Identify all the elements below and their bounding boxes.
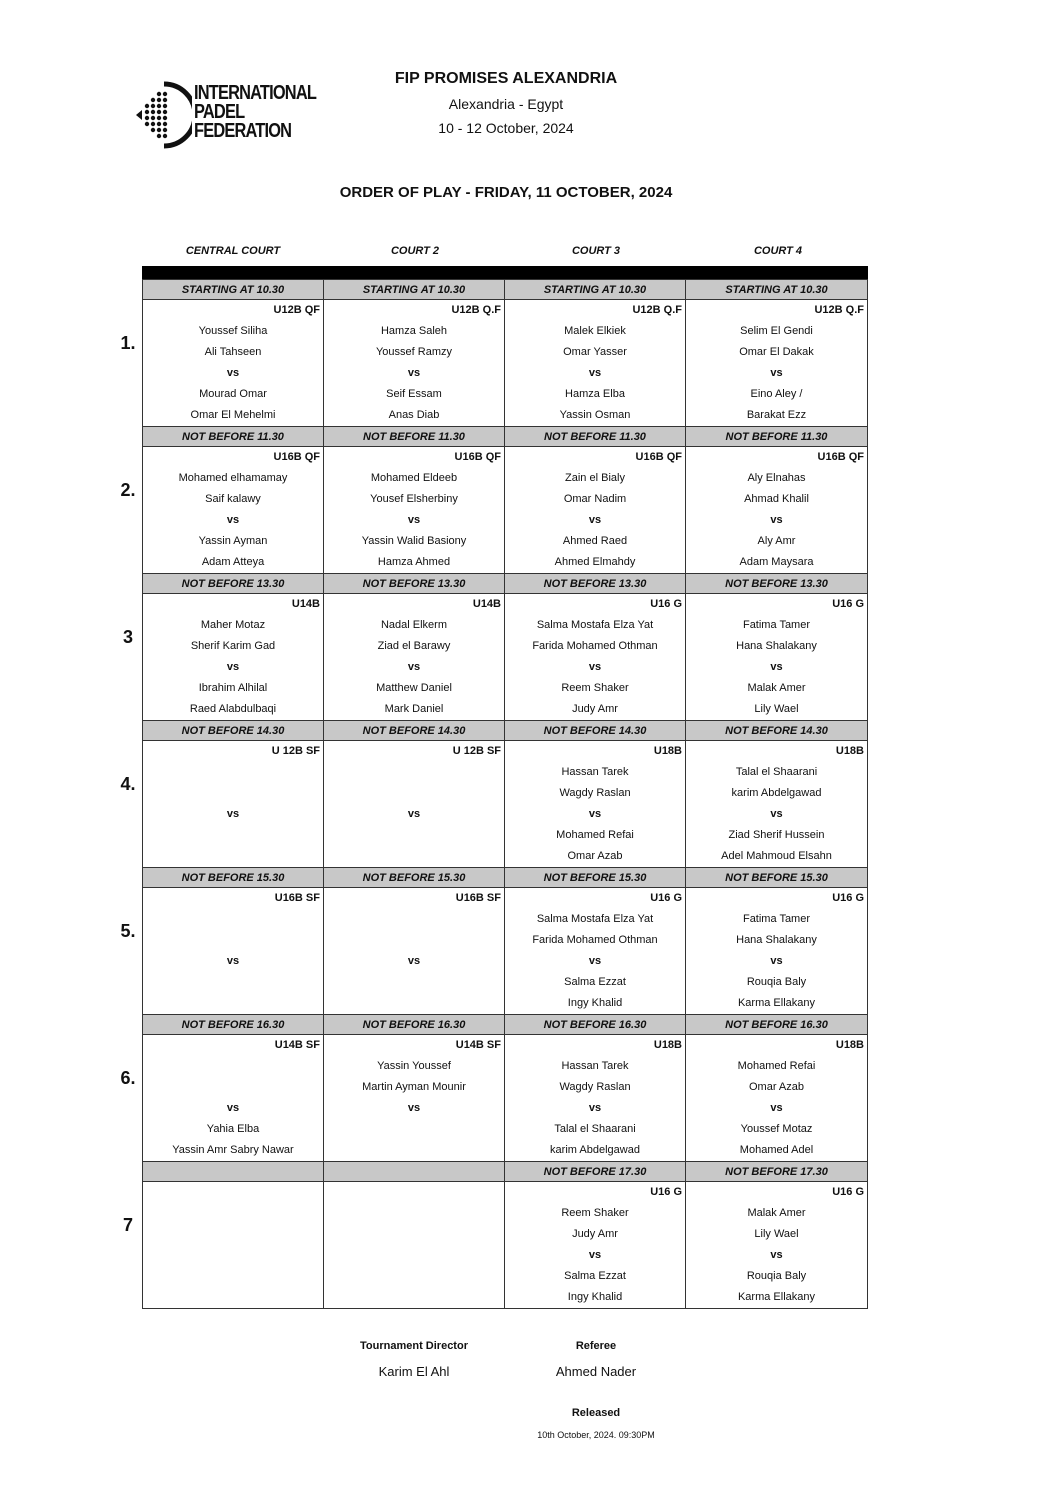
- player-name: Maher Motaz: [200, 619, 266, 631]
- start-time-court-3: NOT BEFORE 14.30: [505, 721, 686, 740]
- player-name: Sherif Karim Gad: [190, 640, 276, 652]
- player-name: Ahmad Khalil: [744, 493, 809, 505]
- round-number: 6.: [120, 1068, 136, 1088]
- player-name: [143, 846, 323, 867]
- match-category: U16 G: [832, 598, 864, 610]
- player-name: Hamza Ahmed: [377, 556, 451, 568]
- match-category: U18B: [835, 745, 864, 757]
- match-category: [324, 1182, 504, 1203]
- player-name: Judy Amr: [572, 703, 618, 715]
- player-name: Ingy Khalid: [567, 1291, 623, 1303]
- player-name: Hassan Tarek: [561, 1060, 629, 1072]
- player-name: Zain el Bialy: [565, 472, 625, 484]
- matches-row: [142, 888, 868, 1014]
- round-number: 2.: [120, 480, 136, 500]
- match-category: U12B Q.F: [451, 304, 501, 316]
- vs-label: [324, 1245, 504, 1266]
- player-name: Adel Mahmoud Elsahn: [721, 850, 832, 862]
- matches-row: [142, 1182, 868, 1308]
- player-name: [143, 1077, 323, 1098]
- match-cell-court-2: [324, 1182, 505, 1308]
- schedule-grid: [120, 279, 868, 1309]
- start-time-court-3: NOT BEFORE 17.30: [505, 1162, 686, 1181]
- match-category: U14B: [291, 598, 320, 610]
- start-time-court-3: NOT BEFORE 15.30: [505, 868, 686, 887]
- player-name: Seif Essam: [386, 388, 442, 400]
- start-time-court-2: STARTING AT 10.30: [324, 280, 505, 299]
- match-category: U12B Q.F: [814, 304, 864, 316]
- vs-label: vs: [770, 367, 783, 379]
- player-name: Yassin Walid Basiony: [361, 535, 467, 547]
- start-time-court-4: NOT BEFORE 17.30: [725, 1166, 828, 1178]
- tournament-dates: 10 - 12 October, 2024: [438, 120, 574, 136]
- match-cell-court-4: [686, 741, 867, 867]
- referee-name: Ahmed Nader: [555, 1364, 637, 1379]
- player-name: Ibrahim Alhilal: [198, 682, 268, 694]
- vs-label: vs: [407, 514, 421, 526]
- start-time-row: [142, 573, 868, 594]
- player-name: Mohamed Refai: [737, 1060, 816, 1072]
- match-category: U16B QF: [817, 451, 864, 463]
- player-name: Yassin Ayman: [198, 535, 268, 547]
- director-label: Tournament Director: [360, 1340, 468, 1352]
- player-name: Youssef Siliha: [198, 325, 268, 337]
- match-cell-court-3: [505, 594, 686, 720]
- vs-label: vs: [226, 1102, 240, 1114]
- match-category: U16B QF: [454, 451, 501, 463]
- matches-row: [142, 1035, 868, 1161]
- round-block: [120, 426, 868, 573]
- match-cell-court-4: [686, 1035, 867, 1161]
- player-name: Yassin Osman: [559, 409, 631, 421]
- start-time-court-4: NOT BEFORE 14.30: [725, 725, 828, 737]
- match-cell-court-3: [505, 447, 686, 573]
- player-name: Rouqia Baly: [746, 976, 807, 988]
- player-name: Ahmed Elmahdy: [554, 556, 636, 568]
- player-name: [143, 993, 323, 1014]
- start-time-row: [142, 720, 868, 741]
- player-name: Wagdy Raslan: [559, 1081, 631, 1093]
- player-name: Fatima Tamer: [742, 913, 811, 925]
- start-time-court-2: NOT BEFORE 16.30: [324, 1015, 505, 1034]
- player-name: karim Abdelgawad: [731, 787, 822, 799]
- fip-logo: [134, 80, 317, 150]
- player-name: [324, 1140, 504, 1161]
- player-name: Ali Tahseen: [204, 346, 262, 358]
- start-time-row: [142, 279, 868, 300]
- start-time-central: NOT BEFORE 15.30: [143, 868, 324, 887]
- start-time-court-2: [324, 1162, 505, 1181]
- match-category: U18B: [653, 745, 682, 757]
- start-time-central: [143, 1162, 324, 1181]
- court-header-court-3: COURT 3: [571, 245, 621, 257]
- start-time-central: NOT BEFORE 11.30: [143, 427, 324, 446]
- round-block: [120, 1014, 868, 1161]
- start-time-row: [142, 1161, 868, 1182]
- vs-label: [143, 1245, 323, 1266]
- match-category: [143, 1182, 323, 1203]
- matches-row: [142, 300, 868, 426]
- vs-label: vs: [226, 367, 240, 379]
- match-cell-court-3: [505, 1035, 686, 1161]
- player-name: Fatima Tamer: [742, 619, 811, 631]
- player-name: [324, 1287, 504, 1308]
- player-name: Yousef Elsherbiny: [370, 493, 458, 505]
- start-time-central: NOT BEFORE 16.30: [143, 1015, 324, 1034]
- vs-label: vs: [226, 808, 240, 820]
- player-name: Omar Azab: [567, 850, 623, 862]
- player-name: [324, 1119, 504, 1140]
- match-cell-court-3: [505, 888, 686, 1014]
- player-name: Matthew Daniel: [376, 682, 452, 694]
- vs-label: vs: [407, 1102, 421, 1114]
- vs-label: vs: [588, 514, 602, 526]
- match-cell-court-4: [686, 594, 867, 720]
- matches-row: [142, 741, 868, 867]
- match-category: U18B: [835, 1039, 864, 1051]
- player-name: Farida Mohamed Othman: [532, 934, 658, 946]
- player-name: Aly Amr: [757, 535, 796, 547]
- match-cell-court-4: [686, 1182, 867, 1308]
- player-name: Eino Aley /: [750, 388, 803, 400]
- player-name: Farida Mohamed Othman: [532, 640, 658, 652]
- player-name: [324, 783, 504, 804]
- vs-label: vs: [770, 955, 783, 967]
- player-name: [324, 762, 504, 783]
- player-name: Reem Shaker: [561, 682, 629, 694]
- start-time-central: STARTING AT 10.30: [143, 280, 324, 299]
- logo-line-2: PADEL: [194, 101, 245, 123]
- vs-label: vs: [226, 955, 240, 967]
- vs-label: vs: [770, 514, 783, 526]
- start-time-court-2: NOT BEFORE 15.30: [324, 868, 505, 887]
- player-name: Yassin Youssef: [377, 1060, 451, 1072]
- player-name: [143, 930, 323, 951]
- player-name: Hamza Saleh: [380, 325, 448, 337]
- court-header-court-4: COURT 4: [753, 245, 803, 257]
- player-name: Malak Amer: [747, 1207, 806, 1219]
- player-name: [143, 762, 323, 783]
- start-time-court-2: NOT BEFORE 11.30: [324, 427, 505, 446]
- vs-label: vs: [770, 1249, 783, 1261]
- match-category: U16 G: [650, 892, 682, 904]
- player-name: [143, 909, 323, 930]
- start-time-court-4: STARTING AT 10.30: [725, 284, 828, 296]
- vs-label: vs: [770, 1102, 783, 1114]
- match-cell-court-2: [324, 447, 505, 573]
- player-name: Ingy Khalid: [567, 997, 623, 1009]
- player-name: [143, 1224, 323, 1245]
- match-cell-central: [143, 741, 324, 867]
- start-time-court-4: NOT BEFORE 13.30: [725, 578, 828, 590]
- match-cell-court-2: [324, 741, 505, 867]
- match-cell-court-2: [324, 1035, 505, 1161]
- player-name: [324, 1266, 504, 1287]
- tournament-location: Alexandria - Egypt: [448, 96, 564, 112]
- match-category: U16 G: [650, 1186, 682, 1198]
- player-name: Adam Maysara: [739, 556, 814, 568]
- tournament-title: FIP PROMISES ALEXANDRIA: [394, 70, 618, 87]
- player-name: Omar El Dakak: [739, 346, 814, 358]
- match-category: U18B: [653, 1039, 682, 1051]
- round-block: [120, 867, 868, 1014]
- player-name: Mark Daniel: [384, 703, 444, 715]
- player-name: [324, 993, 504, 1014]
- vs-label: vs: [226, 514, 240, 526]
- match-cell-court-2: [324, 594, 505, 720]
- start-time-court-4: NOT BEFORE 16.30: [725, 1019, 828, 1031]
- logo-line-3: FEDERATION: [194, 120, 292, 142]
- player-name: Selim El Gendi: [740, 325, 813, 337]
- player-name: [143, 1266, 323, 1287]
- player-name: Karma Ellakany: [737, 1291, 816, 1303]
- player-name: [324, 972, 504, 993]
- player-name: Omar El Mehelmi: [190, 409, 276, 421]
- player-name: Rouqia Baly: [746, 1270, 807, 1282]
- schedule-top-bar: [142, 266, 868, 279]
- start-time-court-3: STARTING AT 10.30: [505, 280, 686, 299]
- director-name: Karim El Ahl: [378, 1364, 450, 1379]
- round-block: [120, 279, 868, 426]
- match-cell-court-4: [686, 888, 867, 1014]
- player-name: Yassin Amr Sabry Nawar: [172, 1144, 294, 1156]
- player-name: [143, 783, 323, 804]
- player-name: Wagdy Raslan: [559, 787, 631, 799]
- player-name: Reem Shaker: [561, 1207, 629, 1219]
- match-cell-central: [143, 447, 324, 573]
- vs-label: vs: [588, 1102, 602, 1114]
- round-number: 7: [122, 1215, 133, 1235]
- player-name: Salma Mostafa Elza Yat: [536, 913, 654, 925]
- player-name: Hassan Tarek: [561, 766, 629, 778]
- vs-label: vs: [407, 808, 421, 820]
- vs-label: vs: [407, 955, 421, 967]
- vs-label: vs: [770, 808, 783, 820]
- player-name: Malak Amer: [747, 682, 806, 694]
- player-name: Aly Elnahas: [747, 472, 806, 484]
- start-time-court-4: NOT BEFORE 11.30: [725, 431, 828, 443]
- player-name: Mourad Omar: [199, 388, 267, 400]
- match-cell-court-3: [505, 300, 686, 426]
- start-time-court-2: NOT BEFORE 13.30: [324, 574, 505, 593]
- player-name: Adam Atteya: [201, 556, 265, 568]
- player-name: Talal el Shaarani: [735, 766, 818, 778]
- player-name: [324, 909, 504, 930]
- player-name: Talal el Shaarani: [554, 1123, 636, 1135]
- match-category: U12B Q.F: [632, 304, 682, 316]
- player-name: [324, 930, 504, 951]
- player-name: Anas Diab: [388, 409, 440, 421]
- start-time-court-2: NOT BEFORE 14.30: [324, 721, 505, 740]
- order-of-play-title: ORDER OF PLAY - FRIDAY, 11 OCTOBER, 2024: [339, 184, 673, 201]
- player-name: Omar Azab: [748, 1081, 805, 1093]
- player-name: Salma Ezzat: [564, 1270, 626, 1282]
- court-header-court-2: COURT 2: [390, 245, 440, 257]
- player-name: Hamza Elba: [565, 388, 625, 400]
- player-name: Omar Nadim: [563, 493, 627, 505]
- logo-line-1: INTERNATIONAL: [194, 82, 317, 104]
- player-name: [143, 972, 323, 993]
- player-name: Nadal Elkerm: [380, 619, 448, 631]
- round-block: [122, 1161, 868, 1308]
- player-name: Ziad el Barawy: [377, 640, 451, 652]
- round-number: 4.: [120, 774, 136, 794]
- start-time-court-3: NOT BEFORE 13.30: [505, 574, 686, 593]
- match-category: U14B SF: [274, 1039, 320, 1051]
- match-category: U16 G: [832, 1186, 864, 1198]
- start-time-court-3: NOT BEFORE 11.30: [505, 427, 686, 446]
- player-name: Yahia Elba: [206, 1123, 260, 1135]
- match-cell-central: [143, 888, 324, 1014]
- player-name: [143, 1287, 323, 1308]
- round-number: 1.: [120, 333, 136, 353]
- player-name: Lily Wael: [754, 703, 799, 715]
- player-name: Mohamed Eldeeb: [370, 472, 458, 484]
- match-category: U14B SF: [455, 1039, 501, 1051]
- player-name: [143, 1056, 323, 1077]
- vs-label: vs: [588, 661, 602, 673]
- player-name: Karma Ellakany: [737, 997, 816, 1009]
- match-category: U 12B SF: [452, 745, 501, 757]
- match-cell-court-3: [505, 741, 686, 867]
- round-number: 5.: [120, 921, 136, 941]
- start-time-central: NOT BEFORE 13.30: [143, 574, 324, 593]
- start-time-row: [142, 1014, 868, 1035]
- player-name: Hana Shalakany: [736, 640, 817, 652]
- court-header-central: CENTRAL COURT: [185, 245, 281, 257]
- match-category: U16B QF: [273, 451, 320, 463]
- match-cell-court-2: [324, 888, 505, 1014]
- match-cell-court-3: [505, 1182, 686, 1308]
- match-category: U16B QF: [635, 451, 682, 463]
- player-name: [143, 825, 323, 846]
- match-category: U16 G: [650, 598, 682, 610]
- referee-label: Referee: [575, 1340, 617, 1352]
- player-name: Raed Alabdulbaqi: [189, 703, 277, 715]
- round-block: [122, 573, 868, 720]
- match-category: U16 G: [832, 892, 864, 904]
- fip-logo-icon: [134, 80, 192, 150]
- player-name: Salma Mostafa Elza Yat: [536, 619, 654, 631]
- round-block: [120, 720, 868, 867]
- match-cell-court-4: [686, 300, 867, 426]
- match-category: U16B SF: [274, 892, 320, 904]
- vs-label: vs: [588, 955, 602, 967]
- start-time-court-3: NOT BEFORE 16.30: [505, 1015, 686, 1034]
- match-cell-central: [143, 1035, 324, 1161]
- player-name: Ziad Sherif Hussein: [728, 829, 825, 841]
- vs-label: vs: [770, 661, 783, 673]
- player-name: Saif kalawy: [205, 493, 261, 505]
- vs-label: vs: [588, 367, 602, 379]
- match-category: U12B QF: [273, 304, 320, 316]
- released-time: 10th October, 2024. 09:30PM: [537, 1430, 655, 1440]
- player-name: [324, 1203, 504, 1224]
- player-name: Mohamed Refai: [556, 829, 634, 841]
- player-name: karim Abdelgawad: [550, 1144, 640, 1156]
- match-category: U16B SF: [455, 892, 501, 904]
- vs-label: vs: [226, 661, 240, 673]
- player-name: [324, 1224, 504, 1245]
- start-time-central: NOT BEFORE 14.30: [143, 721, 324, 740]
- match-cell-court-2: [324, 300, 505, 426]
- player-name: Lily Wael: [754, 1228, 799, 1240]
- matches-row: [142, 447, 868, 573]
- vs-label: vs: [588, 1249, 602, 1261]
- start-time-row: [142, 867, 868, 888]
- match-category: U 12B SF: [271, 745, 320, 757]
- player-name: Salma Ezzat: [564, 976, 626, 988]
- player-name: Hana Shalakany: [736, 934, 817, 946]
- player-name: Youssef Motaz: [740, 1123, 813, 1135]
- player-name: [143, 1203, 323, 1224]
- player-name: Mohamed elhamamay: [178, 472, 288, 484]
- start-time-court-4: NOT BEFORE 15.30: [725, 872, 828, 884]
- match-cell-central: [143, 300, 324, 426]
- player-name: Ahmed Raed: [562, 535, 628, 547]
- match-cell-central: [143, 594, 324, 720]
- vs-label: vs: [407, 661, 421, 673]
- player-name: [324, 846, 504, 867]
- player-name: Youssef Ramzy: [375, 346, 453, 358]
- player-name: [324, 825, 504, 846]
- vs-label: vs: [407, 367, 421, 379]
- player-name: Barakat Ezz: [746, 409, 807, 421]
- match-category: U14B: [472, 598, 501, 610]
- released-label: Released: [571, 1407, 621, 1419]
- player-name: Martin Ayman Mounir: [362, 1081, 466, 1093]
- vs-label: vs: [588, 808, 602, 820]
- player-name: Mohamed Adel: [739, 1144, 814, 1156]
- player-name: Omar Yasser: [563, 346, 627, 358]
- match-cell-central: [143, 1182, 324, 1308]
- round-number: 3: [122, 627, 133, 647]
- player-name: Judy Amr: [572, 1228, 618, 1240]
- match-cell-court-4: [686, 447, 867, 573]
- matches-row: [142, 594, 868, 720]
- player-name: Malek Elkiek: [564, 325, 626, 337]
- start-time-row: [142, 426, 868, 447]
